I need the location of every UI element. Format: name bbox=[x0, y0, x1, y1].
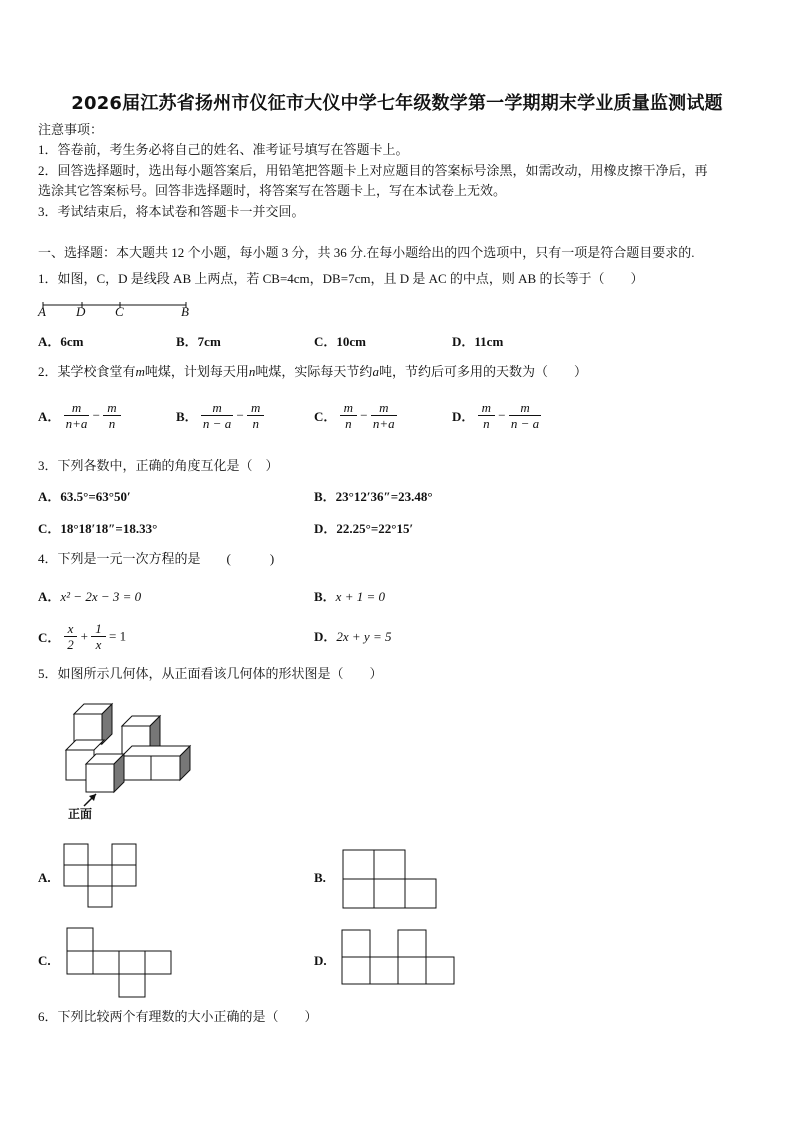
q5-option-d-letter: D. bbox=[314, 953, 327, 968]
q5-option-c-letter: C. bbox=[38, 953, 51, 968]
q1-label-b: B bbox=[181, 304, 189, 319]
q3-option-d: D．22.25°=22°15′ bbox=[314, 521, 414, 536]
question-1-stem: 1．如图，C，D 是线段 AB 上两点，若 CB=4cm，DB=7cm，且 D 是 AC 的中点，则 AB 的长等于（ ） bbox=[38, 271, 644, 286]
q1-option-d: D．11cm bbox=[452, 334, 504, 349]
q3-option-a: A．63.5°=63°50′ bbox=[38, 489, 131, 504]
q1-label-c: C bbox=[115, 304, 124, 319]
q1-label-a: A bbox=[38, 304, 46, 319]
page-title: 2026届江苏省扬州市仪征市大仪中学七年级数学第一学期期末学业质量监测试题 bbox=[71, 93, 723, 114]
question-6-stem: 6．下列比较两个有理数的大小正确的是（ ） bbox=[38, 1009, 318, 1024]
notice-heading: 注意事项： bbox=[38, 122, 104, 137]
q5-option-c-figure bbox=[66, 927, 176, 999]
question-3-stem: 3．下列各数中，正确的角度互化是（ ） bbox=[38, 458, 279, 473]
section-heading: 一、选择题：本大题共 12 个小题，每小题 3 分，共 36 分.在每小题给出的四个选项中，只有一项是符合题目要求的. bbox=[38, 245, 695, 260]
q5-option-a-figure bbox=[63, 843, 139, 909]
q5-option-b-figure bbox=[342, 849, 438, 911]
notice-item-3: 3．考试结束后，将本试卷和答题卡一并交回。 bbox=[38, 204, 305, 219]
q1-option-b: B．7cm bbox=[176, 334, 221, 349]
q1-option-a: A．6cm bbox=[38, 334, 84, 349]
notice-item-1: 1．答卷前，考生务必将自己的姓名、准考证号填写在答题卡上。 bbox=[38, 142, 409, 157]
q3-option-c: C．18°18′18″=18.33° bbox=[38, 521, 158, 536]
q4-option-b: B．x + 1 = 0 bbox=[314, 589, 385, 604]
q5-option-b-letter: B. bbox=[314, 870, 326, 885]
q1-label-d: D bbox=[76, 304, 86, 319]
q2-option-c: C． $\frac{m}{n}$ − $\frac{m}{n+a}$ bbox=[314, 400, 395, 431]
q4-option-a: A．x² − 2x − 3 = 0 bbox=[38, 589, 142, 604]
q5-front-label: 正面 bbox=[68, 807, 93, 821]
q4-option-d: D．2x + y = 5 bbox=[314, 629, 392, 644]
question-2-stem: 2．某学校食堂有m吨煤，计划每天用n吨煤，实际每天节约a吨，节约后可多用的天数为（ ） bbox=[38, 364, 587, 379]
question-5-stem: 5．如图所示几何体，从正面看该几何体的形状图是（ ） bbox=[38, 666, 383, 681]
q2-option-b: B． $\frac{m}{n - a}$ − $\frac{m}{n}$ bbox=[176, 400, 264, 431]
q5-option-d-figure bbox=[341, 929, 459, 987]
q5-option-a-letter: A. bbox=[38, 870, 51, 885]
q1-option-c: C．10cm bbox=[314, 334, 366, 349]
question-4-stem: 4．下列是一元一次方程的是 ( ) bbox=[38, 551, 275, 566]
q4-option-c: C． $\frac{x}{2}$ + $\frac{1}{x}$ = 1 bbox=[38, 621, 127, 652]
notice-item-2-cont: 选涂其它答案标号。回答非选择题时，将答案写在答题卡上，写在本试卷上无效。 bbox=[38, 183, 507, 198]
notice-item-2: 2．回答选择题时，选出每小题答案后，用铅笔把答题卡上对应题目的答案标号涂黑，如需改动，用橡皮擦干净后，再 bbox=[38, 163, 708, 178]
q2-option-d: D． $\frac{m}{n}$ − $\frac{m}{n - a}$ bbox=[452, 400, 540, 431]
q5-solid-figure bbox=[62, 704, 202, 814]
q2-option-a: A． $\frac{m}{n+a}$ − $\frac{m}{n}$ bbox=[38, 400, 121, 431]
q3-option-b: B．23°12′36″=23.48° bbox=[314, 489, 433, 504]
